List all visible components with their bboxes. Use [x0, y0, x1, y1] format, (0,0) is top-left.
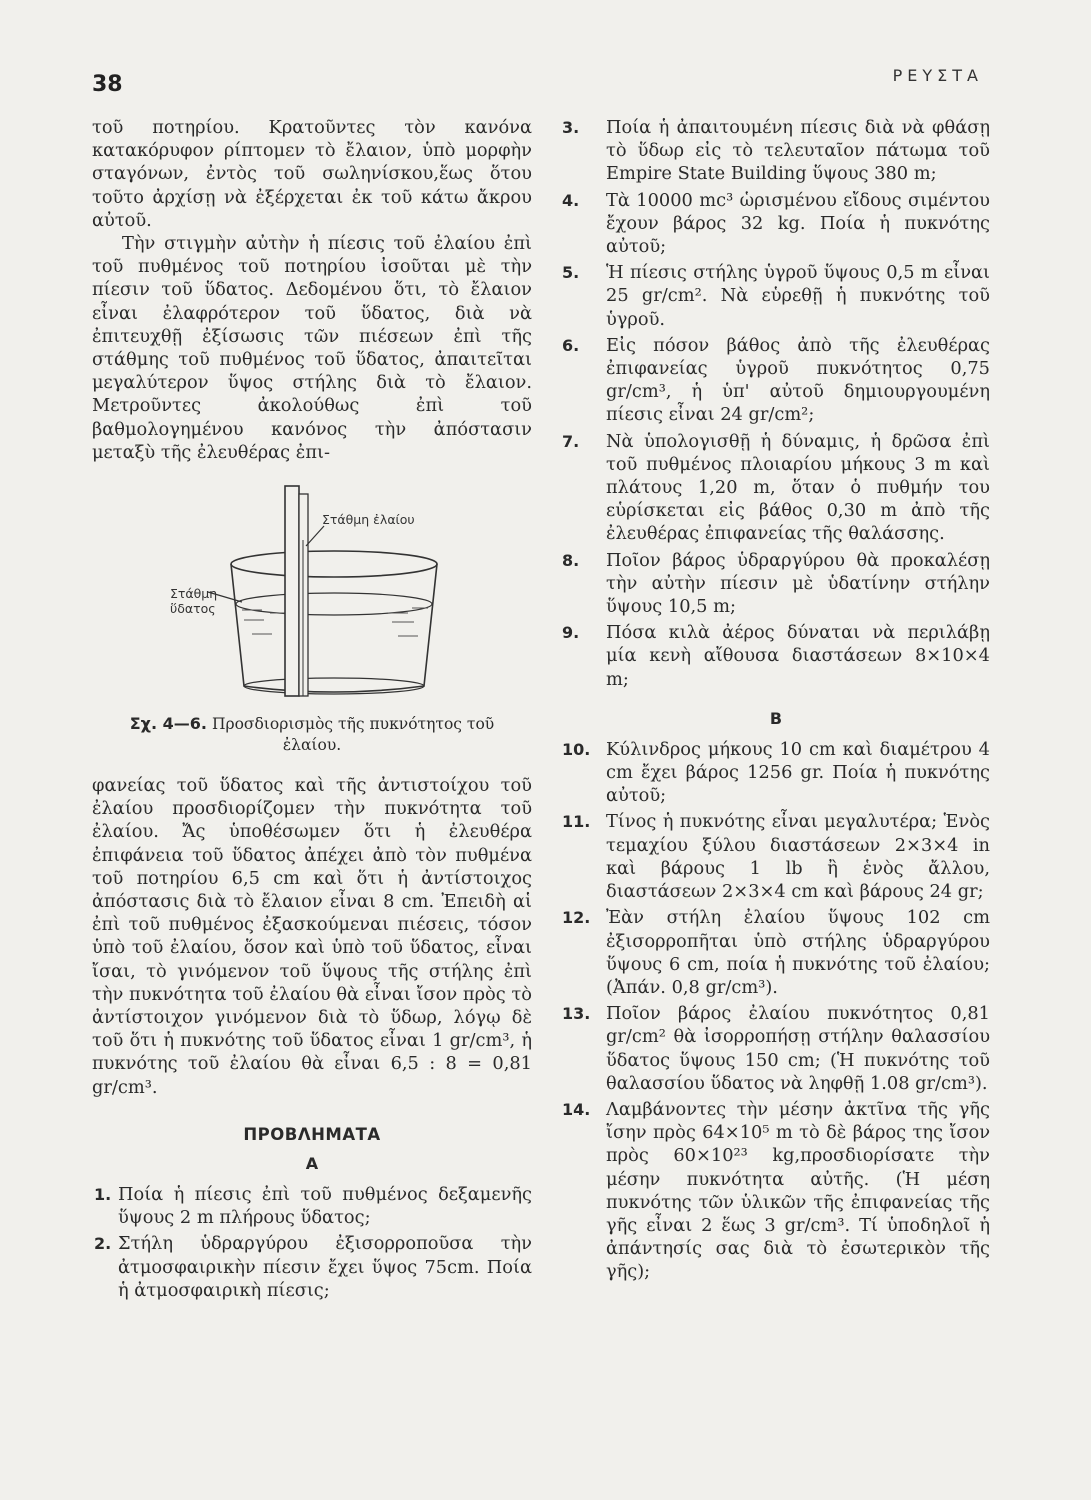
oil-level-pointer: [306, 526, 324, 546]
problem-number: 5.: [562, 263, 580, 283]
paragraph: φανείας τοῦ ὕδατος καὶ τῆς ἀντιστοίχου τοῦ ἐλαίου προσδιορίζομεν τὴν πυκνότητα τοῦ ἐλαίου. Ἄς ὑποθέσωμεν ὅτι ἡ ἐλευθέρα ἐπιφάνεια τοῦ ὕδατος ἀπέχει ἀπὸ τὸν πυθμένα τοῦ ποτηρίου 6,5 cm καὶ ὅτι ἡ ἀντίστοιχος ἀπόστασις διὰ τὸ ἔλαιον εἶναι 8 cm. Ἐπειδὴ αἱ ἐπὶ τοῦ πυθμένος ἐξασκούμεναι πιέσεις, τόσον ὑπὸ τοῦ ἐλαίου, ὅσον καὶ ὑπὸ τοῦ ὕδατος, εἶναι ἴσαι, τὸ γινόμενον τοῦ ὕψους τῆς στήλης ἐπὶ τὴν πυκνότητα τοῦ ἐλαίου θὰ εἶναι ἴσον πρὸς τὸ ἀντίστοιχον γινόμενον διὰ τὸ ὕδωρ, λόγῳ δὲ τοῦ ὅτι ἡ πυκνότης τοῦ ὕδατος εἶναι 1 gr/cm³, ἡ πυκνότης τοῦ ἐλαίου θὰ εἶναι 6,5 : 8 = 0,81 gr/cm³.: [92, 775, 532, 1098]
problem-number: 12.: [562, 908, 591, 928]
problem-item: [562, 738, 990, 808]
problem-text: Ποία ἡ πίεσις ἐπὶ τοῦ πυθμένος δεξαμενῆς ὕψους 2 m πλήρους ὕδατος;: [118, 1183, 532, 1229]
problem-number: 8.: [562, 550, 580, 570]
problem-item: [562, 189, 990, 259]
paragraph: τοῦ ποτηρίου. Κρατοῦντες τὸν κανόνα κατακόρυφον ρίπτομεν τὸ ἔλαιον, ὑπὸ μορφὴν σταγόνων, ἐντὸς τοῦ σωληνίσκου,ἕως ὅτου τοῦτο ἀρχίσῃ νὰ ἐξέρχεται ἐκ τοῦ κάτω ἄκρου αὐτοῦ.: [92, 117, 532, 231]
problem-text: Ἐὰν στήλη ἐλαίου ὕψους 102 cm ἐξισορροπῆται ὑπὸ στήλης ὑδραργύρου ὕψους 6 cm, ποία ἡ πυκνότης τοῦ ἐλαίου; (Ἀπάν. 0,8 gr/cm³).: [606, 907, 990, 998]
problem-text: Τίνος ἡ πυκνότης εἶναι μεγαλυτέρα; Ἑνὸς τεμαχίου ξύλου διαστάσεων 2×3×4 in καὶ βάρους 1 lb ἢ ἑνὸς ἄλλου, διαστάσεων 2×3×4 cm καὶ βάρους 24 gr;: [606, 811, 990, 903]
problem-item: [562, 1002, 990, 1095]
problem-number: 7.: [562, 431, 580, 451]
problem-text: Ποῖον βάρος ἐλαίου πυκνότητος 0,81 gr/cm² θὰ ἰσορροπήσῃ στήλην θαλασσίου ὕδατος ὕψους 150 cm; (Ἡ πυκνότης τοῦ θαλασσίου ὕδατος νὰ ληφθῇ 1.08 gr/cm³).: [606, 1003, 990, 1094]
problem-text: Εἰς πόσον βάθος ἀπὸ τῆς ἐλευθέρας ἐπιφανείας ὑγροῦ πυκνότητος 0,75 gr/cm³, ἡ ὑπ' αὐτοῦ δημιουργουμένη πίεσις εἶναι 24 gr/cm²;: [606, 334, 990, 426]
problem-text: Νὰ ὑπολογισθῇ ἡ δύναμις, ἡ δρῶσα ἐπὶ τοῦ πυθμένος πλοιαρίου μήκους 3 m καὶ πλάτους 1,20 m, ὅταν ὁ πυθμήν του εὑρίσκεται εἰς βάθος 0,30 m ἀπὸ τῆς ἐλευθέρας ἐπιφανείας τῆς θαλάσσης.: [606, 430, 990, 545]
label-water-line2: ὕδατος: [170, 601, 216, 617]
problem-number: 11.: [562, 812, 591, 832]
problem-number: 4.: [562, 190, 580, 210]
label-water-line1: Στάθμη: [170, 586, 218, 602]
glass-rim: [231, 551, 437, 577]
caption-text: Προσδιορισμὸς τῆς πυκνότητος τοῦ ἐλαίου.: [211, 715, 495, 755]
problem-item: [562, 430, 990, 546]
figure-glass-oil-water: [92, 464, 532, 709]
section-b-heading: Β: [769, 708, 783, 728]
problem-text: Τὰ 10000 mc³ ὡρισμένου εἴδους σιμέντου ἔχουν βάρος 32 kg. Ποία ἡ πυκνότης αὐτοῦ;: [606, 189, 990, 258]
water-surface: [236, 593, 432, 615]
section-a-heading: Α: [305, 1153, 319, 1173]
problem-number: 14.: [562, 1099, 591, 1119]
graduated-rule: [285, 486, 299, 696]
label-oil-level: Στάθμη ἐλαίου: [322, 512, 415, 528]
left-column: [92, 116, 532, 1305]
problems-heading: ΠΡΟΒΛΗΜΑΤΑ: [243, 1124, 381, 1144]
problem-text: Λαμβάνοντες τὴν μέσην ἀκτῖνα τῆς γῆς ἴσην πρὸς 64×10⁵ m τὸ δὲ βάρος της ἴσον πρὸς 60×10²³ kg,προσδιορίσατε τὴν μέσην πυκνότητα αὐτῆς. (Ἡ μέση πυκνότης τῶν ὑλικῶν τῆς ἐπιφανείας τῆς γῆς εἶναι 2 ἕως 3 gr/cm³. Τί ὑποδηλοῖ ἡ ἀπάντησίς σας διὰ τὸ ἐσωτερικὸν τῆς γῆς);: [606, 1098, 990, 1283]
problem-text: Στήλη ὑδραργύρου ἐξισορροποῦσα τὴν ἀτμοσφαιρικὴν πίεσιν ἔχει ὕψος 75cm. Ποία ἡ ἀτμοσφαιρικὴ πίεσις;: [118, 1233, 532, 1301]
problem-text: Ποῖον βάρος ὑδραργύρου θὰ προκαλέσῃ τὴν αὐτὴν πίεσιν μὲ ὑδατίνην στήλην ὕψους 10,5 m;: [606, 549, 990, 618]
problem-item: [562, 549, 990, 619]
figure-caption: [92, 713, 532, 756]
page-number: 38: [92, 72, 123, 97]
problem-item: [92, 1183, 532, 1229]
caption-number: Σχ. 4—6.: [129, 714, 207, 734]
problem-number: 3.: [562, 118, 580, 137]
running-head: ΡΕΥΣΤΑ: [892, 66, 983, 85]
problem-number: 6.: [562, 335, 580, 355]
glass-diagram: [92, 464, 532, 709]
problem-item: [562, 261, 990, 331]
problem-number: 2.: [94, 1234, 112, 1254]
problem-number: 1.: [94, 1184, 112, 1204]
problem-item: [92, 1232, 532, 1302]
problem-item: [562, 116, 990, 186]
problem-text: Κύλινδρος μήκους 10 cm καὶ διαμέτρου 4 cm ἔχει βάρος 1256 gr. Ποία ἡ πυκνότης αὐτοῦ;: [606, 738, 990, 807]
problem-number: 13.: [562, 1004, 591, 1024]
problem-text: Ποία ἡ ἀπαιτουμένη πίεσις διὰ νὰ φθάσῃ τὸ ὕδωρ εἰς τὸ τελευταῖον πάτωμα τοῦ Empire State Building ὕψους 380 m;: [606, 117, 990, 185]
problem-number: 9.: [562, 623, 580, 643]
problem-text: Ἡ πίεσις στήλης ὑγροῦ ὕψους 0,5 m εἶναι 25 gr/cm². Νὰ εὑρεθῇ ἡ πυκνότης τοῦ ὑγροῦ.: [606, 262, 990, 330]
problem-item: [562, 334, 990, 427]
problem-text: Πόσα κιλὰ ἀέρος δύναται νὰ περιλάβῃ μία κενὴ αἴθουσα διαστάσεων 8×10×4 m;: [606, 622, 990, 690]
problem-item: [562, 621, 990, 691]
glass-body: [231, 564, 437, 692]
label-water-level: [170, 586, 217, 616]
problem-number: 10.: [562, 739, 591, 759]
paragraph: Τὴν στιγμὴν αὐτὴν ἡ πίεσις τοῦ ἐλαίου ἐπὶ τοῦ πυθμένος τοῦ ποτηρίου ἰσοῦται μὲ τὴν πίεσιν τοῦ ὕδατος. Δεδομένου ὅτι, τὸ ἔλαιον εἶναι ἐλαφρότερον τοῦ ὕδατος, διὰ νὰ ἐπιτευχθῇ ἐξίσωσις τῶν πιέσεων ἐπὶ τῆς στάθμης τοῦ πυθμένος τοῦ ὕδατος, ἀπαιτεῖται μεγαλύτερον ὕψος στήλης διὰ τὸ ἔλαιον. Μετροῦντες ἀκολούθως ἐπὶ τοῦ βαθμολογημένου κανόνος τὴν ἀπόστασιν μεταξὺ τῆς ἐλευθέρας ἐπι-: [92, 233, 532, 463]
problem-item: [562, 906, 990, 999]
problem-item: [562, 810, 990, 903]
problem-item: [562, 1098, 990, 1284]
right-column: [562, 116, 990, 1287]
